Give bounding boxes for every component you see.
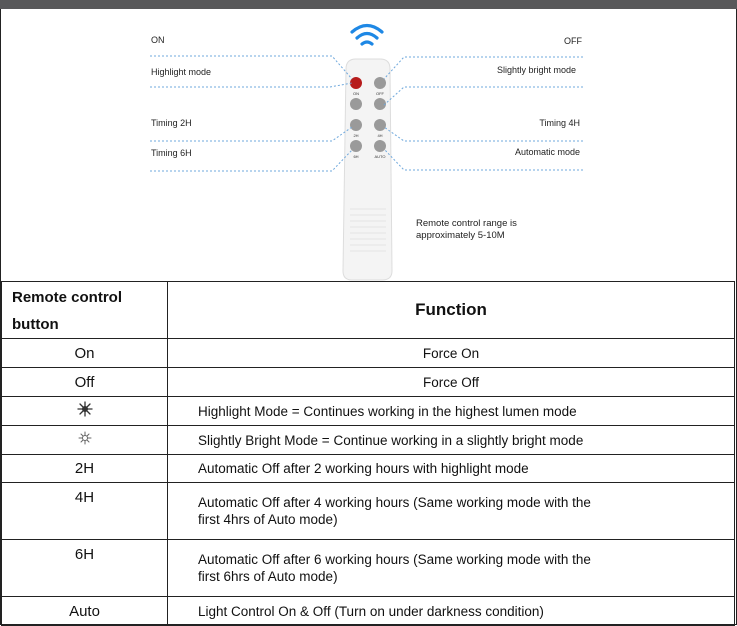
button-cell: Off — [2, 368, 168, 397]
remote-4h-button — [374, 119, 386, 131]
callout-highlight-mode: Highlight mode — [151, 67, 212, 77]
remote-slightly-bright-button — [374, 98, 386, 110]
callout-timing-4h: Timing 4H — [539, 118, 580, 128]
callout-timing-2h: Timing 2H — [151, 118, 192, 128]
function-cell: Force On — [168, 339, 735, 368]
slightly-bright-sun-icon — [77, 430, 93, 446]
wifi-icon — [352, 26, 382, 45]
remote-label-2h: 2H — [353, 133, 359, 138]
button-cell: On — [2, 339, 168, 368]
header-button-line1: Remote control — [12, 289, 123, 306]
table-row — [2, 483, 735, 540]
table-row — [2, 455, 735, 483]
button-cell — [2, 426, 168, 455]
function-cell: Automatic Off after 2 working hours with highlight mode — [168, 455, 735, 483]
function-table — [1, 281, 735, 626]
button-cell: 2H — [2, 455, 168, 483]
function-cell — [168, 483, 735, 540]
remote-label-off: OFF — [376, 91, 384, 96]
callout-automatic-mode: Automatic mode — [514, 147, 580, 157]
function-line2: first 4hrs of Auto mode) — [198, 512, 338, 527]
remote-label-auto: AUTO — [374, 154, 386, 159]
button-cell: 4H — [2, 483, 168, 540]
remote-body — [343, 59, 392, 280]
table-header-row — [2, 282, 735, 339]
callout-on: ON — [151, 35, 165, 45]
header-button — [2, 282, 168, 339]
range-note — [416, 218, 517, 242]
function-cell: Force Off — [168, 368, 735, 397]
remote-label-6h: 6H — [353, 154, 359, 159]
button-cell: Auto — [2, 597, 168, 626]
remote-2h-button — [350, 119, 362, 131]
remote-highlight-button — [350, 98, 362, 110]
remote-label-on: ON — [353, 91, 359, 96]
callout-off: OFF — [564, 36, 582, 46]
callout-timing-6h: Timing 6H — [151, 148, 192, 158]
button-cell — [2, 397, 168, 426]
top-bar — [0, 0, 737, 9]
remote-diagram — [0, 9, 735, 281]
header-button-line2: button — [12, 316, 59, 333]
table-row — [2, 368, 735, 397]
remote-illustration — [0, 9, 735, 281]
remote-6h-button — [350, 140, 362, 152]
highlight-sun-icon — [77, 401, 93, 417]
callout-slightly-bright-mode: Slightly bright mode — [496, 65, 576, 75]
function-cell: Slightly Bright Mode = Continue working in a slightly bright mode — [168, 426, 735, 455]
range-note-line1: Remote control range is — [416, 218, 517, 229]
function-line1: Automatic Off after 4 working hours (Same working mode with the — [198, 495, 591, 510]
function-cell: Highlight Mode = Continues working in the highest lumen mode — [168, 397, 735, 426]
remote-auto-button — [374, 140, 386, 152]
button-cell: 6H — [2, 540, 168, 597]
table-row — [2, 426, 735, 455]
function-line1: Automatic Off after 6 working hours (Same working mode with the — [198, 552, 591, 567]
function-line2: first 6hrs of Auto mode) — [198, 569, 338, 584]
table-row — [2, 397, 735, 426]
table-row — [2, 339, 735, 368]
function-cell — [168, 540, 735, 597]
function-cell: Light Control On & Off (Turn on under darkness condition) — [168, 597, 735, 626]
header-function: Function — [168, 282, 735, 339]
range-note-line2: approximately 5-10M — [416, 230, 505, 241]
table-row — [2, 597, 735, 626]
remote-label-4h: 4H — [377, 133, 383, 138]
table-row — [2, 540, 735, 597]
